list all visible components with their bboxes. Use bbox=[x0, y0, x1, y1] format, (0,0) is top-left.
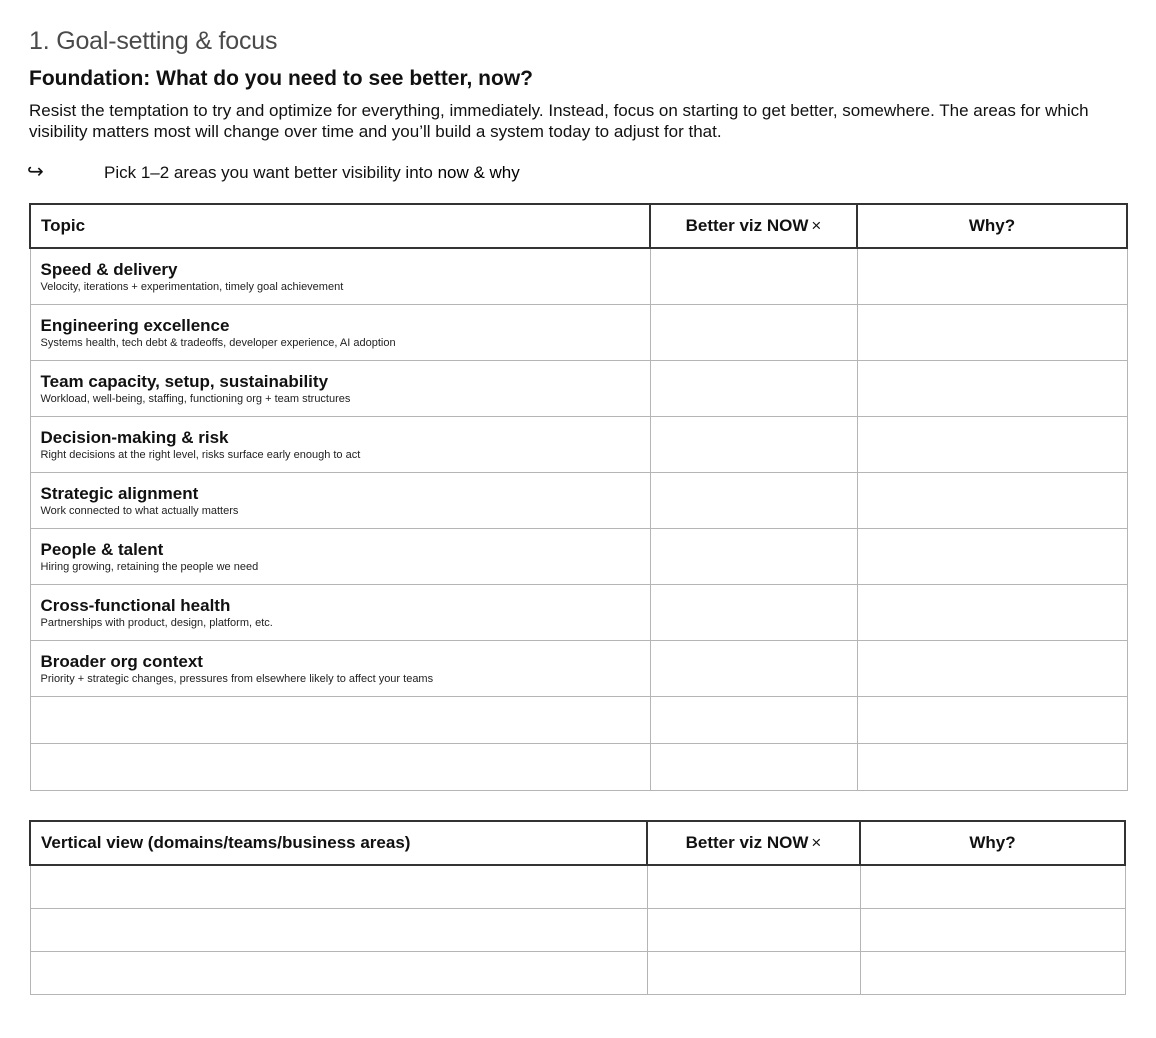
topic-title: Cross-functional health bbox=[40, 595, 231, 615]
better-viz-cell[interactable] bbox=[650, 744, 857, 791]
topic-cell bbox=[30, 248, 650, 305]
close-x-icon: × bbox=[811, 833, 822, 852]
table-row bbox=[30, 641, 1127, 697]
column-header-better-viz bbox=[647, 821, 860, 865]
table-row bbox=[30, 305, 1127, 361]
table-row bbox=[30, 248, 1127, 305]
table-row bbox=[30, 529, 1127, 585]
why-cell[interactable] bbox=[857, 697, 1127, 744]
topic-subtitle: Velocity, iterations + experimentation, timely goal achievement bbox=[40, 280, 344, 293]
better-viz-cell[interactable] bbox=[650, 248, 857, 305]
close-x-icon: × bbox=[811, 216, 822, 235]
why-cell[interactable] bbox=[860, 909, 1125, 952]
topic-title: Strategic alignment bbox=[40, 483, 199, 503]
better-viz-cell[interactable] bbox=[650, 697, 857, 744]
topic-cell bbox=[30, 417, 650, 473]
why-cell[interactable] bbox=[860, 865, 1125, 909]
table-row bbox=[30, 417, 1127, 473]
why-cell[interactable] bbox=[857, 529, 1127, 585]
vertical-header-row bbox=[30, 821, 1125, 865]
topic-subtitle: Work connected to what actually matters bbox=[40, 504, 239, 517]
table-row bbox=[30, 952, 1125, 995]
topics-table bbox=[29, 203, 1128, 791]
topic-title: Speed & delivery bbox=[40, 259, 178, 279]
section-label: 1. Goal-setting & focus bbox=[29, 27, 278, 55]
topic-cell bbox=[30, 529, 650, 585]
better-viz-cell[interactable] bbox=[650, 361, 857, 417]
topic-cell bbox=[30, 641, 650, 697]
table-row bbox=[30, 909, 1125, 952]
better-viz-cell[interactable] bbox=[650, 417, 857, 473]
better-viz-label: Better viz NOW bbox=[685, 833, 809, 852]
topic-title: Broader org context bbox=[40, 651, 203, 671]
why-cell[interactable] bbox=[857, 248, 1127, 305]
topic-subtitle: Systems health, tech debt & tradeoffs, developer experience, AI adoption bbox=[40, 336, 396, 349]
instruction-emphasis: now & why bbox=[437, 163, 520, 182]
topic-cell bbox=[30, 585, 650, 641]
table-row bbox=[30, 361, 1127, 417]
why-cell[interactable] bbox=[857, 361, 1127, 417]
topic-cell[interactable] bbox=[30, 744, 650, 791]
better-viz-cell[interactable] bbox=[650, 529, 857, 585]
better-viz-cell[interactable] bbox=[650, 473, 857, 529]
column-header-vertical-view: Vertical view (domains/teams/business areas) bbox=[30, 821, 647, 865]
instruction-text bbox=[104, 161, 520, 185]
vertical-view-cell[interactable] bbox=[30, 909, 647, 952]
topic-title: Engineering excellence bbox=[40, 315, 230, 335]
topic-subtitle: Hiring growing, retaining the people we need bbox=[40, 560, 259, 573]
instruction-prefix: Pick 1–2 areas you want better visibility into bbox=[104, 163, 438, 182]
column-header-why: Why? bbox=[860, 821, 1125, 865]
why-cell[interactable] bbox=[857, 585, 1127, 641]
why-cell[interactable] bbox=[857, 641, 1127, 697]
topic-title: Decision-making & risk bbox=[40, 427, 229, 447]
topic-cell bbox=[30, 361, 650, 417]
topic-subtitle: Priority + strategic changes, pressures from elsewhere likely to affect your teams bbox=[40, 672, 434, 685]
why-cell[interactable] bbox=[857, 473, 1127, 529]
page-title: Foundation: What do you need to see better, now? bbox=[29, 67, 533, 90]
topic-cell bbox=[30, 473, 650, 529]
return-arrow-icon: ↪ bbox=[27, 161, 44, 183]
better-viz-cell[interactable] bbox=[647, 865, 860, 909]
better-viz-cell[interactable] bbox=[647, 909, 860, 952]
better-viz-cell[interactable] bbox=[650, 305, 857, 361]
instruction-row bbox=[29, 161, 729, 185]
table-row bbox=[30, 865, 1125, 909]
table-row bbox=[30, 585, 1127, 641]
topic-subtitle: Partnerships with product, design, platform, etc. bbox=[40, 616, 273, 629]
why-cell[interactable] bbox=[857, 417, 1127, 473]
table-row bbox=[30, 473, 1127, 529]
column-header-better-viz bbox=[650, 204, 857, 248]
topic-subtitle: Right decisions at the right level, risks surface early enough to act bbox=[40, 448, 361, 461]
intro-paragraph: Resist the temptation to try and optimize for everything, immediately. Instead, focus on starting to get better, somewhere. The areas for which visibility matters most will change over time and you’ll build a system today to adjust for that. bbox=[29, 101, 1089, 141]
vertical-view-cell[interactable] bbox=[30, 952, 647, 995]
topic-title: Team capacity, setup, sustainability bbox=[40, 371, 329, 391]
vertical-view-cell[interactable] bbox=[30, 865, 647, 909]
better-viz-cell[interactable] bbox=[647, 952, 860, 995]
better-viz-label: Better viz NOW bbox=[685, 216, 809, 235]
column-header-topic: Topic bbox=[30, 204, 650, 248]
vertical-view-table bbox=[29, 820, 1126, 995]
topic-subtitle: Workload, well-being, staffing, functioning org + team structures bbox=[40, 392, 351, 405]
topic-cell bbox=[30, 305, 650, 361]
topics-header-row bbox=[30, 204, 1127, 248]
why-cell[interactable] bbox=[860, 952, 1125, 995]
table-row bbox=[30, 697, 1127, 744]
why-cell[interactable] bbox=[857, 305, 1127, 361]
table-row bbox=[30, 744, 1127, 791]
topic-cell[interactable] bbox=[30, 697, 650, 744]
column-header-why: Why? bbox=[857, 204, 1127, 248]
topic-title: People & talent bbox=[40, 539, 164, 559]
better-viz-cell[interactable] bbox=[650, 641, 857, 697]
why-cell[interactable] bbox=[857, 744, 1127, 791]
better-viz-cell[interactable] bbox=[650, 585, 857, 641]
